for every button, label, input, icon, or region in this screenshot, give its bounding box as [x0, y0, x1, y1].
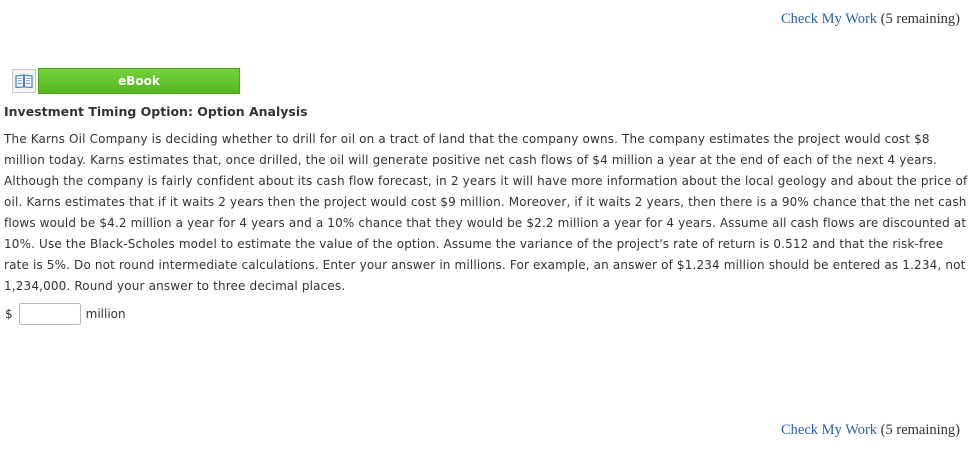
- remaining-count: (5 remaining): [880, 11, 960, 27]
- check-my-work-top: [781, 11, 960, 28]
- answer-row: [4, 303, 126, 325]
- book-icon[interactable]: [12, 69, 36, 93]
- problem-text: The Karns Oil Company is deciding whether to drill for oil on a tract of land that the company owns. The company estimates the project would cost $8 million today. Karns estimates that, once drilled, the oil will generate positive net cash flows of $4 million a year at the end of each of the next 4 years. Although the company is fairly confident about its cash flow forecast, in 2 years it will have more information about the local geology and about the price of oil. Karns estimates that if it waits 2 years then the project would cost $9 million. Moreover, if it waits 2 years, then there is a 90% chance that the net cash flows would be $4.2 million a year for 4 years and a 10% chance that they would be $2.2 million a year for 4 years. Assume all cash flows are discounted at 10%. Use the Black-Scholes model to estimate the value of the option. Assume the variance of the project's rate of return is 0.512 and that the risk-free rate is 5%. Do not round intermediate calculations. Enter your answer in millions. For example, an answer of $1.234 million should be entered as 1.234, not 1,234,000. Round your answer to three decimal places.: [4, 132, 968, 293]
- ebook-row: [12, 68, 240, 94]
- answer-input[interactable]: [19, 303, 81, 325]
- check-my-work-link[interactable]: Check My Work: [781, 422, 878, 438]
- answer-unit: million: [85, 307, 126, 321]
- currency-symbol: $: [5, 307, 13, 321]
- question-title: Investment Timing Option: Option Analysis: [4, 104, 308, 119]
- check-my-work-link[interactable]: Check My Work: [781, 11, 878, 27]
- remaining-count: (5 remaining): [880, 422, 960, 438]
- check-my-work-bottom: [781, 422, 960, 439]
- ebook-button[interactable]: eBook: [38, 68, 240, 94]
